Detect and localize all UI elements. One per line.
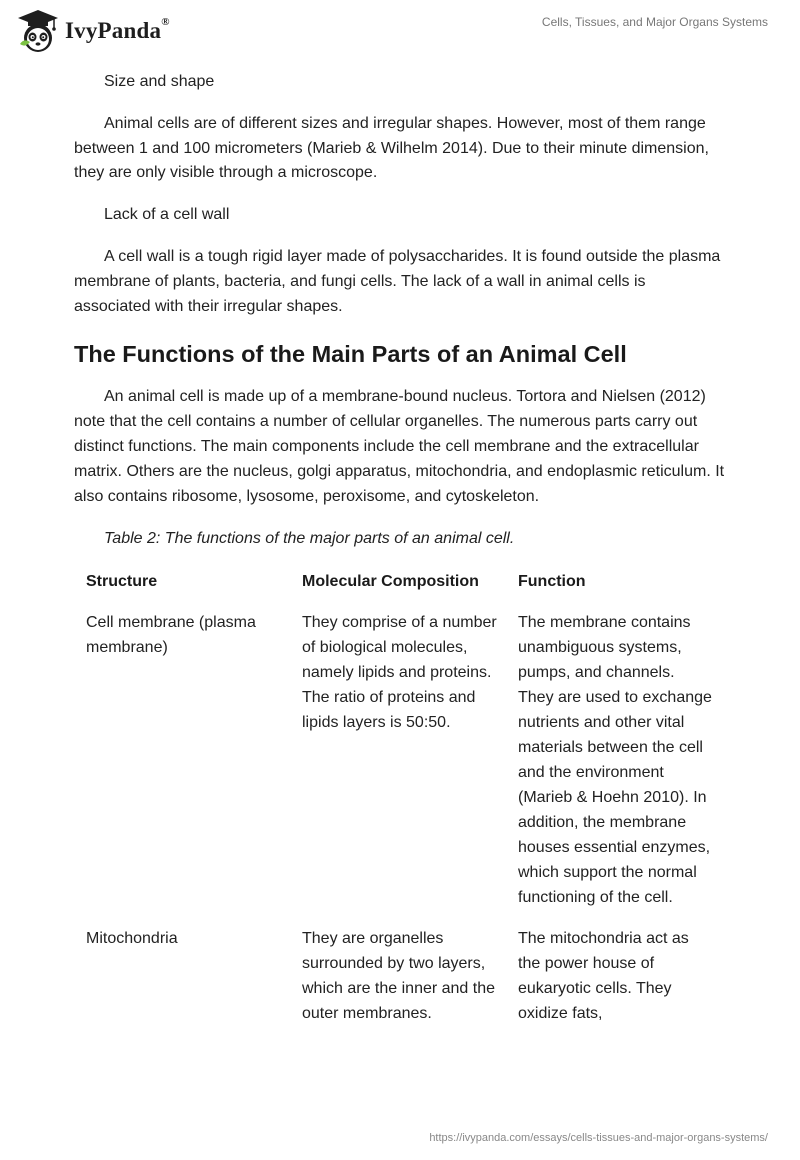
cell-molecular-composition: They comprise of a number of biological molecules, namely lipids and proteins. The ratio of proteins and lipids layers is 50:50. <box>302 614 497 732</box>
brand-name: IvyPanda® <box>65 16 170 43</box>
article-body <box>74 70 726 1042</box>
functions-table <box>75 569 723 1042</box>
section-heading-functions: The Functions of the Main Parts of an Animal Cell <box>74 341 627 368</box>
table-caption: Table 2: The functions of the major parts of an animal cell. <box>104 530 515 548</box>
paragraph-functions: An animal cell is made up of a membrane-bound nucleus. Tortora and Nielsen (2012) note that the cell contains a number of cellular organelles. The numerous parts carry out distinct functions. The main components include the cell membrane and the extracellular matrix. Others are the nucleus, golgi apparatus, mitochondria, and endoplasmic reticulum. It also contains ribosome, lysosome, peroxisome, and cytoskeleton. <box>74 388 725 505</box>
subheading-size-and-shape: Size and shape <box>104 73 215 90</box>
ivypanda-logo[interactable] <box>16 8 170 54</box>
cell-structure: Mitochondria <box>86 930 178 948</box>
cell-function: The membrane contains unambiguous systems, pumps, and channels. They are used to exchange nutrients and other vital materials between the cell and the environment (Marieb & Hoehn 2010). In addition, the membrane houses essential enzymes, which support the normal functioning of the cell. <box>518 614 712 907</box>
paragraph-size-and-shape: Animal cells are of different sizes and irregular shapes. However, most of them range between 1 and 100 micrometers (Marieb & Wilhelm 2014). Due to their minute dimension, they are only visible through a microscope. <box>74 114 709 182</box>
paragraph-cell-wall: A cell wall is a tough rigid layer made of polysaccharides. It is found outside the plasma membrane of plants, bacteria, and fungi cells. The lack of a wall in animal cells is associated with their irregular shapes. <box>74 247 721 315</box>
column-header-structure: Structure <box>86 573 158 591</box>
source-url[interactable]: https://ivypanda.com/essays/cells-tissues-and-major-organs-systems/ <box>429 1132 768 1144</box>
table-row <box>75 610 723 926</box>
subheading-cell-wall: Lack of a cell wall <box>104 206 230 224</box>
table-header-row <box>75 569 723 610</box>
column-header-molecular-composition: Molecular Composition <box>302 573 479 591</box>
cell-structure: Cell membrane (plasma membrane) <box>86 614 256 657</box>
page-header <box>0 0 800 60</box>
document-title: Cells, Tissues, and Major Organs Systems <box>541 15 768 29</box>
cell-molecular-composition: They are organelles surrounded by two layers, which are the inner and the outer membranes. <box>302 930 496 1023</box>
column-header-function: Function <box>518 573 586 591</box>
table-row <box>75 926 723 1042</box>
cell-function: The mitochondria act as the power house of eukaryotic cells. They oxidize fats, <box>518 930 689 1023</box>
panda-icon <box>16 8 60 54</box>
